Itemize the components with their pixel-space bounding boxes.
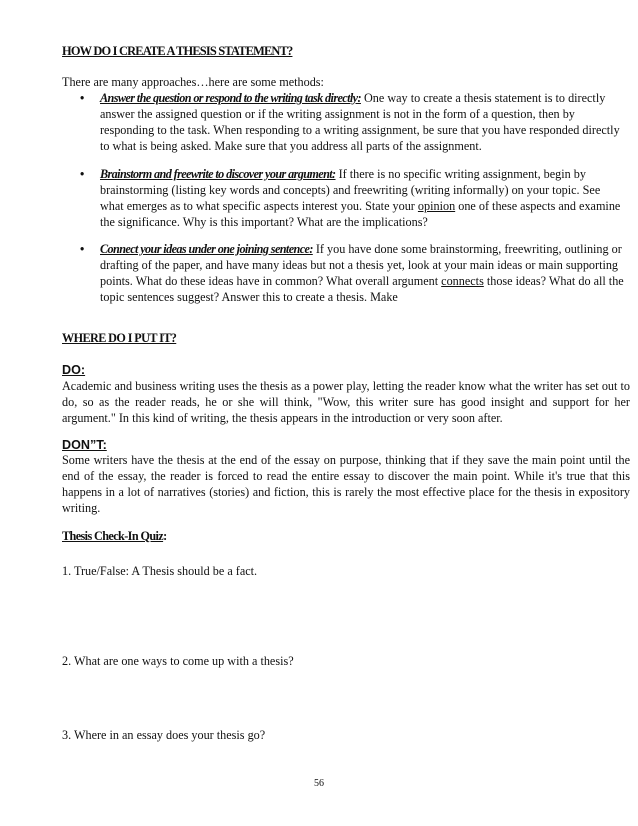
method-text: If you have done some brainstorming, freewriting, outlining or drafting of the paper, and have many ideas but not a thesis yet, look at your main ideas or main supporting points. What do these ideas have in common? What overall argument [100, 242, 622, 288]
quiz-heading-colon: : [163, 529, 167, 543]
heading-where: WHERE DO I PUT IT? [62, 331, 177, 345]
do-heading: DO: [62, 363, 86, 377]
method-emphasis: connects [441, 274, 484, 288]
quiz-question: 1. True/False: A Thesis should be a fact. [62, 564, 258, 578]
dont-heading: DON”T: [62, 438, 107, 452]
method-item [80, 90, 625, 154]
quiz-heading [62, 528, 167, 544]
quiz-heading-label: Thesis Check-In Quiz [62, 529, 164, 543]
method-lead: Answer the question or respond to the writing task directly: [100, 91, 361, 105]
intro-text: There are many approaches…here are some methods: [62, 75, 324, 89]
bullet-icon: • [80, 242, 85, 256]
dont-paragraph: Some writers have the thesis at the end of the essay on purpose, thinking that if they save the main point until the end of the essay, the reader is forced to read the entire essay to discover the main point. While it's true that this happens in a lot of narratives (stories) and fiction, this is rarely the most effective place for the thesis in expository writing. [62, 453, 630, 515]
method-item [80, 241, 625, 305]
bullet-icon: • [80, 167, 85, 181]
method-text: If there is no specific writing assignment, begin by brainstorming (listing key words and concepts) and freewriting (writing informally) on your topic. See what emerges as to what specific aspects interest you. State your [100, 167, 601, 213]
do-paragraph: Academic and business writing uses the thesis as a power play, letting the reader know what the writer has set out to do, so as the reader reads, he or she will think, "Wow, this writer sure has good insight and support for her argument." In this kind of writing, the thesis appears in the introduction or very soon after. [62, 379, 630, 425]
method-emphasis: opinion [417, 199, 456, 213]
quiz-question: 3. Where in an essay does your thesis go? [62, 728, 266, 742]
page-number: 56 [314, 778, 324, 789]
heading-create-thesis: HOW DO I CREATE A THESIS STATEMENT? [62, 44, 293, 58]
quiz-question: 2. What are one ways to come up with a thesis? [62, 654, 294, 668]
method-text: those ideas? What do all the topic sentences suggest? Answer this to create a thesis. Make [100, 274, 624, 304]
method-text: One way to create a thesis statement is to directly answer the assigned question or if the writing assignment is not in the form of a question, then by responding to the task. When responding to a writing assignment, be sure that you have responded directly to what is being asked. Make sure that you address all parts of the assignment. [100, 91, 620, 153]
bullet-icon: • [80, 91, 85, 105]
method-lead: Connect your ideas under one joining sentence: [100, 242, 313, 256]
method-item [80, 166, 625, 230]
method-text: one of these aspects and examine the significance. Why is this important? What are the implications? [100, 199, 621, 229]
method-lead: Brainstorm and freewrite to discover your argument: [100, 167, 336, 181]
